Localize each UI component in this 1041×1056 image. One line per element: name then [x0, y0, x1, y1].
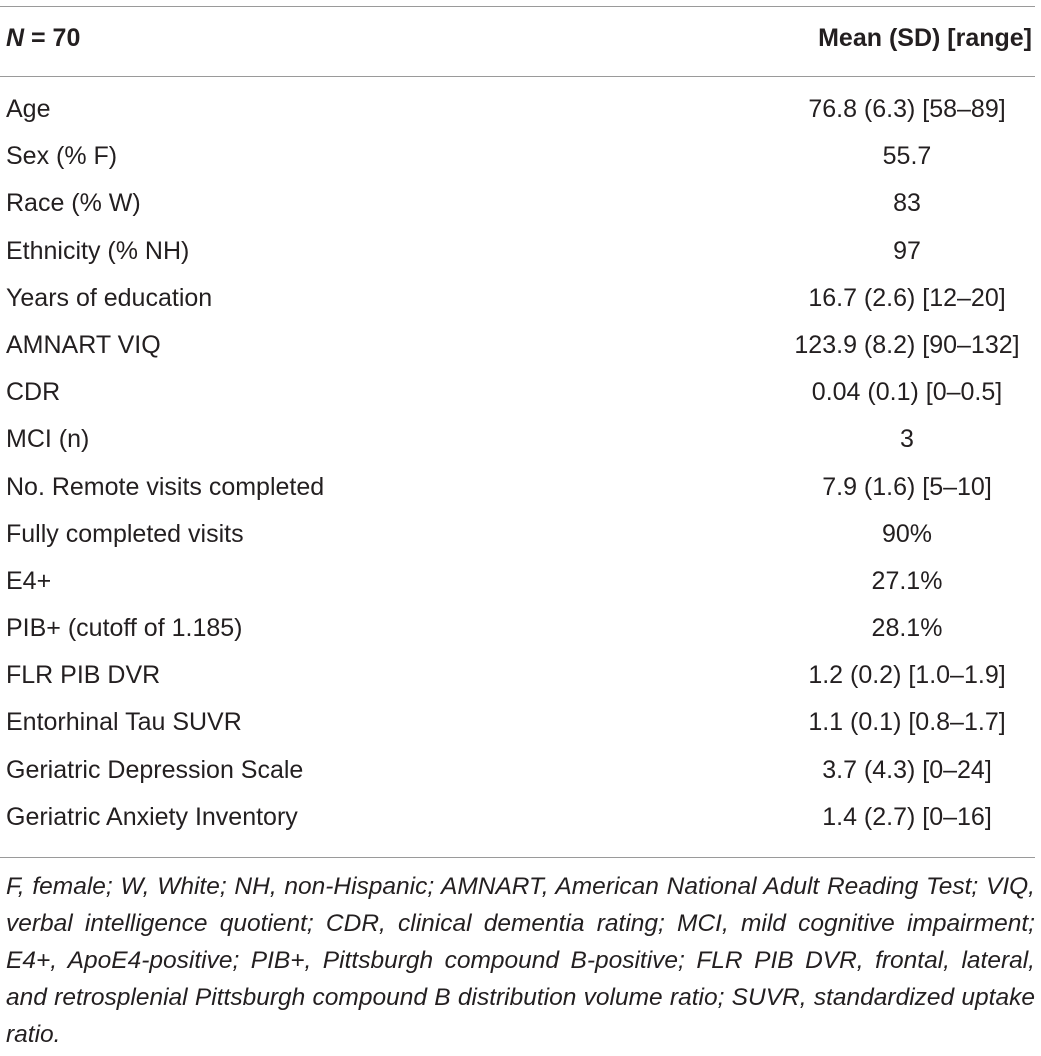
table-footnote: F, female; W, White; NH, non-Hispanic; AMNART, American National Adult Reading Test; VIQ, verbal intelligence quotient; CDR, clinical dementia rating; MCI, mild cognitive impairment; E4+, ApoE4-positive; PIB+, Pittsburgh compound B-positive; FLR PIB DVR, frontal, lateral, and retrosplenial Pittsburgh compound B distribution volume ratio; SUVR, standardized uptake ratio.	[6, 873, 1035, 1048]
row-value: 55.7	[882, 142, 932, 171]
table-header	[6, 24, 1032, 62]
row-value: 28.1%	[871, 614, 943, 643]
table-bottom-rule	[0, 857, 1035, 858]
table-header-rule	[0, 76, 1035, 77]
row-value: 1.4 (2.7) [0–16]	[822, 802, 992, 831]
row-label: Years of education	[6, 283, 213, 312]
table-row	[0, 608, 1041, 655]
row-label: Age	[6, 95, 51, 123]
row-value: 0.04 (0.1) [0–0.5]	[811, 378, 1003, 407]
table-row	[0, 136, 1041, 183]
row-label: Sex (% F)	[6, 142, 118, 171]
row-value: 76.8 (6.3) [58–89]	[808, 95, 1006, 123]
row-value: 16.7 (2.6) [12–20]	[808, 283, 1006, 312]
table-row	[0, 372, 1041, 419]
row-label: Geriatric Anxiety Inventory	[6, 802, 298, 831]
row-value: 1.1 (0.1) [0.8–1.7]	[808, 708, 1006, 737]
table-body	[0, 89, 1041, 844]
row-value: 1.2 (0.2) [1.0–1.9]	[808, 661, 1006, 690]
row-value: 3.7 (4.3) [0–24]	[822, 755, 992, 784]
mean-sd-range-header: Mean (SD) [range]	[818, 24, 1032, 52]
table-row	[0, 325, 1041, 372]
table-row	[0, 89, 1041, 136]
table-row	[0, 702, 1041, 749]
sample-size-header	[6, 24, 80, 53]
table-row	[0, 797, 1041, 844]
row-value: 90%	[881, 519, 933, 548]
row-label: PIB+ (cutoff of 1.185)	[6, 614, 243, 643]
row-label: Entorhinal Tau SUVR	[6, 708, 242, 737]
table-row	[0, 514, 1041, 561]
row-value: 7.9 (1.6) [5–10]	[822, 472, 992, 501]
row-label: Fully completed visits	[6, 519, 244, 548]
table-row	[0, 183, 1041, 230]
table-top-rule	[0, 6, 1035, 7]
row-label: FLR PIB DVR	[6, 661, 161, 690]
row-label: CDR	[6, 378, 61, 407]
row-label: E4+	[6, 566, 52, 595]
table-row	[0, 278, 1041, 325]
row-value: 3	[900, 425, 914, 454]
table-row	[0, 467, 1041, 514]
sample-size-value: = 70	[24, 24, 81, 52]
row-label: Geriatric Depression Scale	[6, 755, 304, 784]
table-row	[0, 231, 1041, 278]
row-label: No. Remote visits completed	[6, 472, 325, 501]
row-value: 97	[893, 236, 921, 265]
table-row	[0, 419, 1041, 466]
row-label: Race (% W)	[6, 189, 141, 218]
table-row	[0, 655, 1041, 702]
table-row	[0, 561, 1041, 608]
row-value: 83	[893, 189, 921, 218]
row-label: Ethnicity (% NH)	[6, 236, 190, 265]
row-value: 27.1%	[871, 566, 943, 595]
sample-size-symbol: N	[6, 24, 25, 52]
row-label: MCI (n)	[6, 425, 90, 454]
row-label: AMNART VIQ	[6, 330, 161, 359]
row-value: 123.9 (8.2) [90–132]	[794, 330, 1020, 359]
table-row	[0, 750, 1041, 797]
